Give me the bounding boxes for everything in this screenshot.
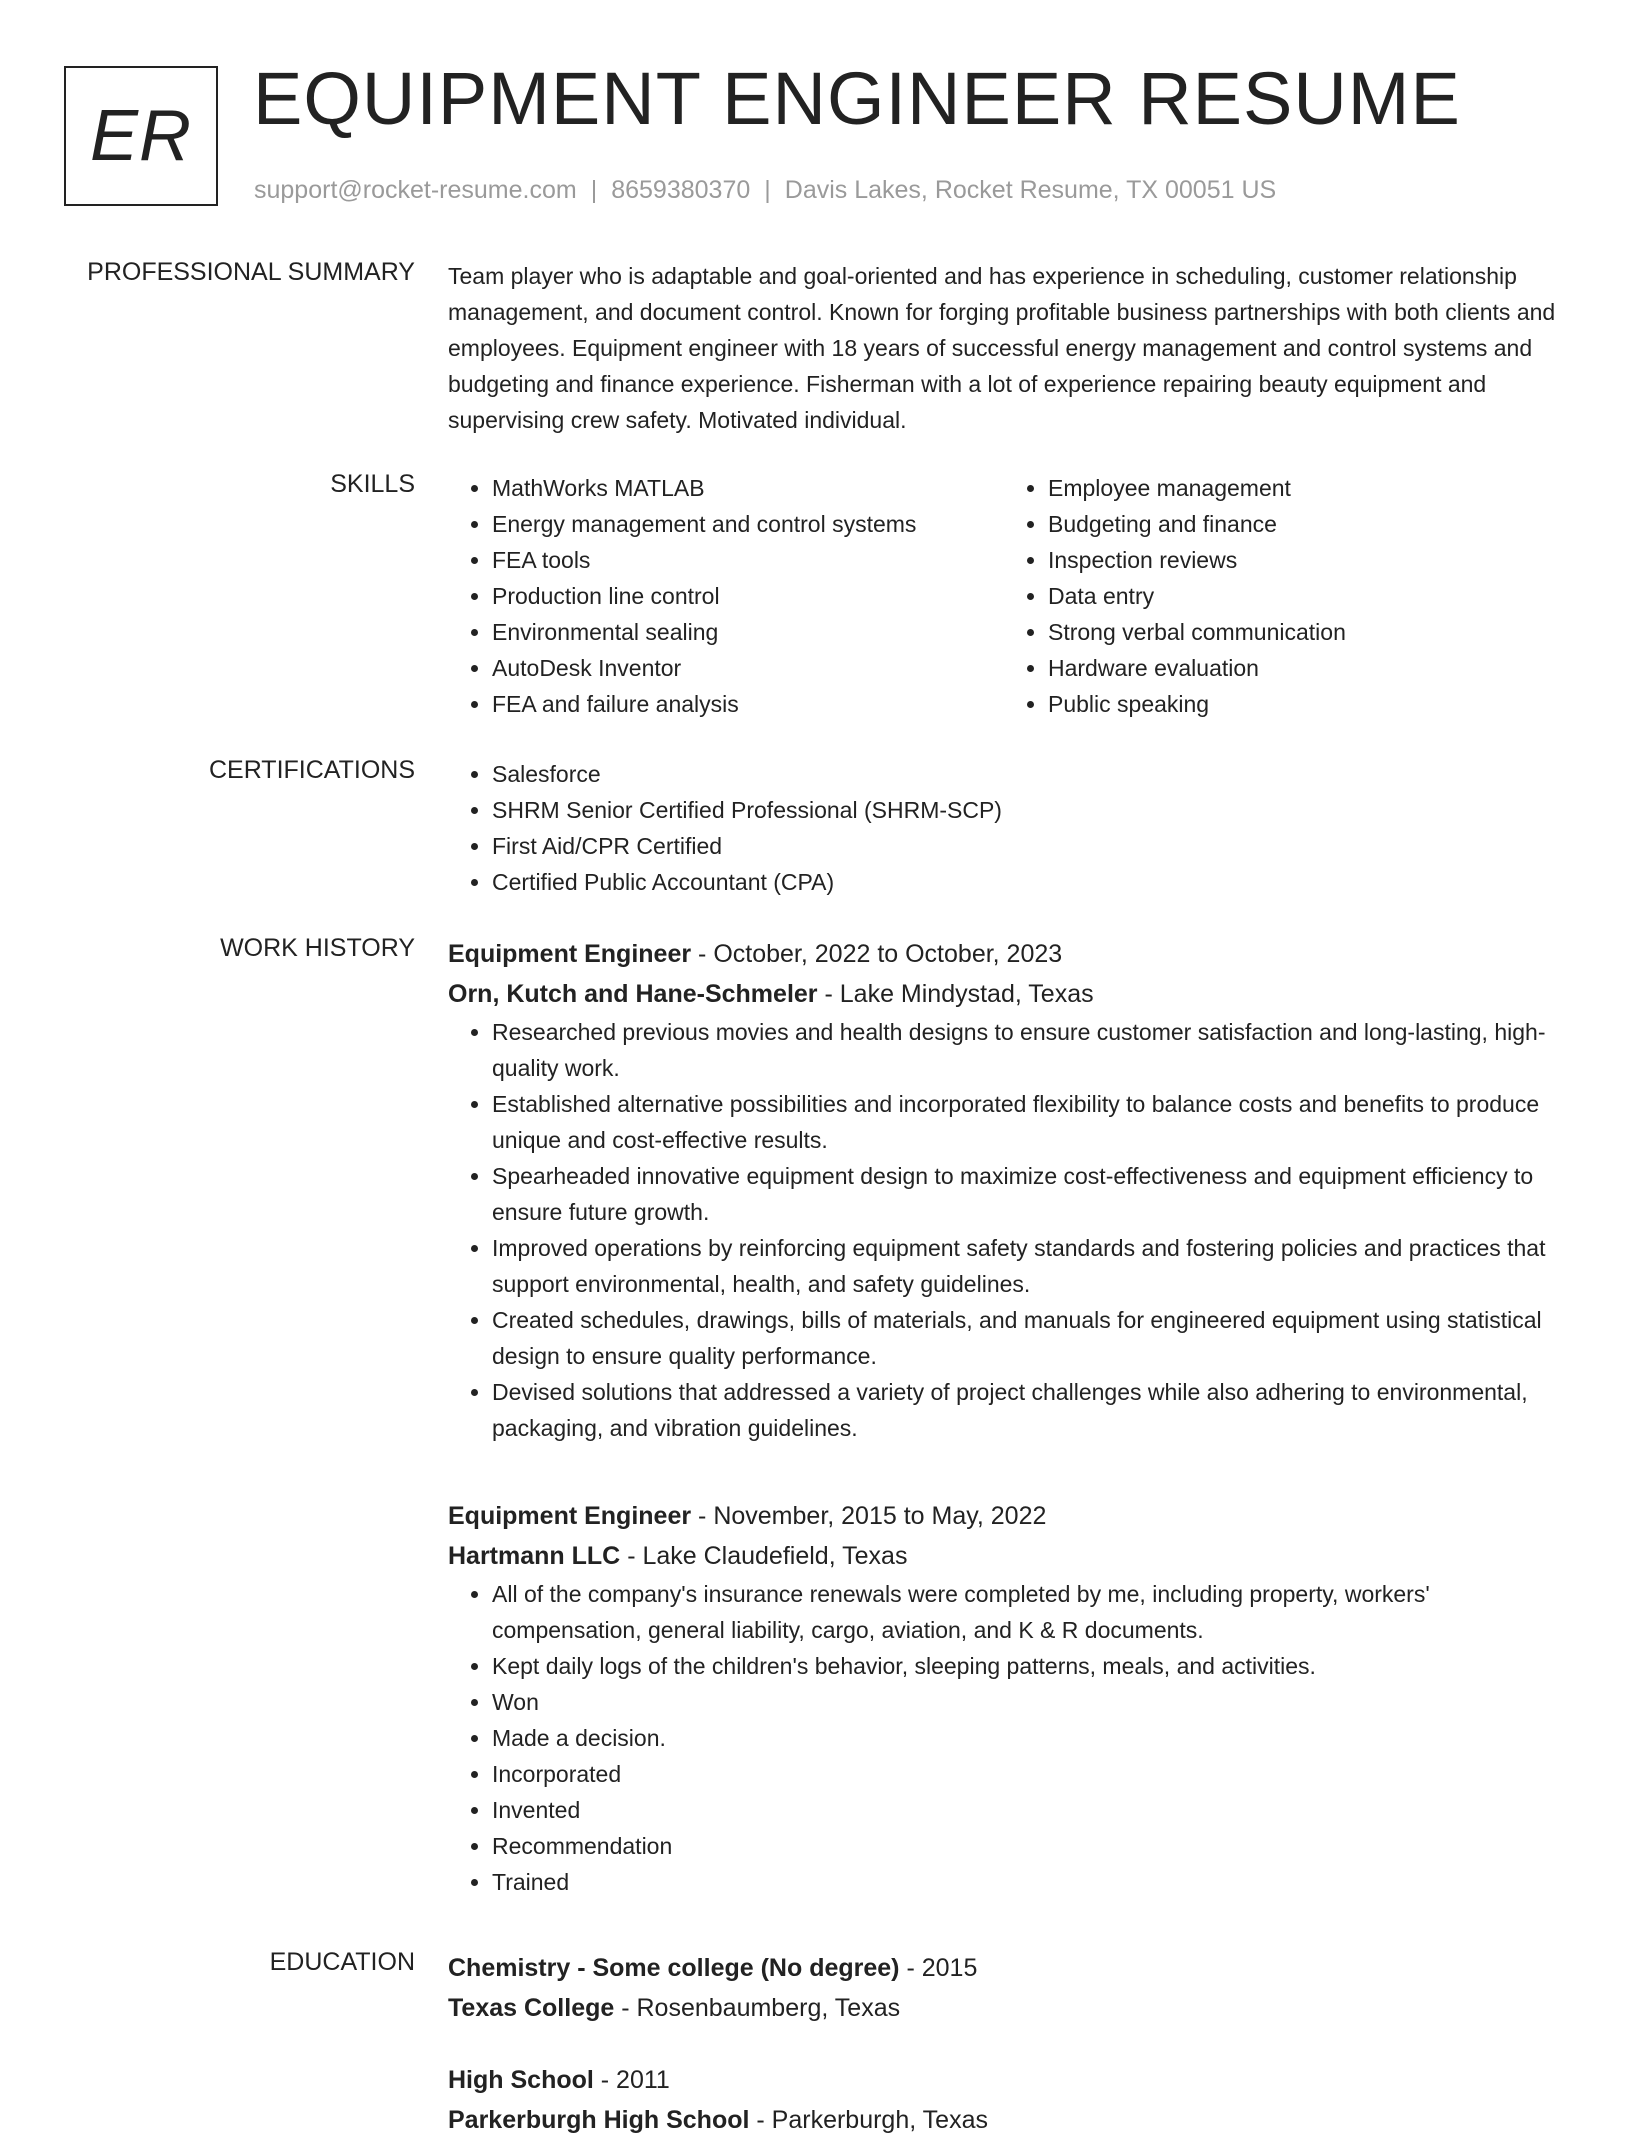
job-duty-item: • Recommendation [492, 1828, 1560, 1864]
monogram-box [64, 66, 218, 206]
skill-item: • Environmental sealing [492, 614, 1004, 650]
certification-item: • First Aid/CPR Certified [492, 828, 1560, 864]
contact-address: Davis Lakes, Rocket Resume, TX 00051 US [784, 176, 1277, 204]
section-heading-summary: PROFESSIONAL SUMMARY [87, 258, 415, 286]
monogram-initials: ER [89, 96, 193, 176]
job-duties-list [448, 1014, 1560, 1446]
skill-item: • Strong verbal communication [1048, 614, 1560, 650]
education-entry [448, 1948, 1560, 2028]
job-location: - Lake Mindystad, Texas [824, 980, 1094, 1008]
contact-line [254, 176, 1276, 205]
job-dates: - November, 2015 to May, 2022 [698, 1502, 1047, 1530]
job-duty-item: • All of the company's insurance renewals were completed by me, including property, workers' compensation, general liability, cargo, aviation, and K & R documents. [492, 1576, 1560, 1648]
skill-item: • Hardware evaluation [1048, 650, 1560, 686]
section-heading-skills: SKILLS [330, 470, 415, 498]
contact-separator: | [764, 176, 771, 204]
education-school-line [448, 1988, 1560, 2028]
job-location: - Lake Claudefield, Texas [627, 1542, 908, 1570]
skill-item: • AutoDesk Inventor [492, 650, 1004, 686]
skill-item: • FEA and failure analysis [492, 686, 1004, 722]
skill-item: • Energy management and control systems [492, 506, 1004, 542]
education-year: - 2015 [906, 1954, 978, 1982]
job-duty-item: • Won [492, 1684, 1560, 1720]
skills-list-left [448, 470, 1004, 722]
job-duty-item: • Trained [492, 1864, 1560, 1900]
education-degree-line [448, 2060, 1560, 2100]
skill-item: • FEA tools [492, 542, 1004, 578]
contact-phone[interactable]: 8659380370 [611, 176, 751, 204]
job-entry [448, 1496, 1560, 1900]
job-duty-item: • Improved operations by reinforcing equipment safety standards and fostering policies and practices that support environmental, health, and safety guidelines. [492, 1230, 1560, 1302]
job-company: Orn, Kutch and Hane-Schmeler [448, 980, 818, 1008]
skill-item: • Production line control [492, 578, 1004, 614]
job-duty-item: • Made a decision. [492, 1720, 1560, 1756]
skills-columns [448, 470, 1560, 722]
job-title-line [448, 1496, 1560, 1536]
job-title: Equipment Engineer [448, 940, 692, 968]
education-degree: Chemistry - Some college (No degree) [448, 1954, 900, 1982]
job-company-line [448, 974, 1560, 1014]
contact-email[interactable]: support@rocket-resume.com [254, 176, 577, 204]
skill-item: • Data entry [1048, 578, 1560, 614]
education-year: - 2011 [600, 2066, 670, 2094]
job-duty-item: • Incorporated [492, 1756, 1560, 1792]
certification-item: • Certified Public Accountant (CPA) [492, 864, 1560, 900]
job-duty-item: • Invented [492, 1792, 1560, 1828]
job-duty-item: • Created schedules, drawings, bills of materials, and manuals for engineered equipment using statistical design to ensure quality performance. [492, 1302, 1560, 1374]
job-title-line [448, 934, 1560, 974]
job-duty-item: • Kept daily logs of the children's behavior, sleeping patterns, meals, and activities. [492, 1648, 1560, 1684]
education-school-line [448, 2100, 1560, 2140]
section-heading-certifications: CERTIFICATIONS [208, 756, 415, 784]
skills-list-right [1004, 470, 1560, 722]
contact-separator: | [590, 176, 598, 204]
section-heading-education: EDUCATION [269, 1948, 415, 1976]
education-school: Texas College [448, 1994, 615, 2022]
skill-item: • MathWorks MATLAB [492, 470, 1004, 506]
skill-item: • Public speaking [1048, 686, 1560, 722]
job-company-line [448, 1536, 1560, 1576]
education-degree: High School [448, 2066, 594, 2094]
job-duty-item: • Researched previous movies and health designs to ensure customer satisfaction and long-lasting, high-quality work. [492, 1014, 1560, 1086]
certification-item: • SHRM Senior Certified Professional (SHRM-SCP) [492, 792, 1560, 828]
section-heading-work-history: WORK HISTORY [220, 934, 415, 962]
skill-item: • Inspection reviews [1048, 542, 1560, 578]
education-location: - Parkerburgh, Texas [756, 2106, 988, 2134]
job-duty-item: • Spearheaded innovative equipment design to maximize cost-effectiveness and equipment efficiency to ensure future growth. [492, 1158, 1560, 1230]
job-duties-list [448, 1576, 1560, 1900]
education-entry [448, 2060, 1560, 2140]
certification-item: • Salesforce [492, 756, 1560, 792]
job-title: Equipment Engineer [448, 1502, 692, 1530]
skill-item: • Budgeting and finance [1048, 506, 1560, 542]
education-school: Parkerburgh High School [448, 2106, 750, 2134]
job-duty-item: • Established alternative possibilities and incorporated flexibility to balance costs and benefits to produce unique and cost-effective results. [492, 1086, 1560, 1158]
job-company: Hartmann LLC [448, 1542, 621, 1570]
job-entry [448, 934, 1560, 1446]
resume-title: EQUIPMENT ENGINEER RESUME [253, 57, 1461, 140]
certifications-list [448, 756, 1560, 900]
skill-item: • Employee management [1048, 470, 1560, 506]
education-degree-line [448, 1948, 1560, 1988]
job-dates: - October, 2022 to October, 2023 [698, 940, 1063, 968]
education-location: - Rosenbaumberg, Texas [621, 1994, 901, 2022]
job-duty-item: • Devised solutions that addressed a variety of project challenges while also adhering to environmental, packaging, and vibration guidelines. [492, 1374, 1560, 1446]
summary-text: Team player who is adaptable and goal-oriented and has experience in scheduling, customer relationship management, and document control. Known for forging profitable business partnerships with both clients and employees. Equipment engineer with 18 years of successful energy management and control systems and budgeting and finance experience. Fisherman with a lot of experience repairing beauty equipment and supervising crew safety. Motivated individual. [448, 263, 1556, 433]
